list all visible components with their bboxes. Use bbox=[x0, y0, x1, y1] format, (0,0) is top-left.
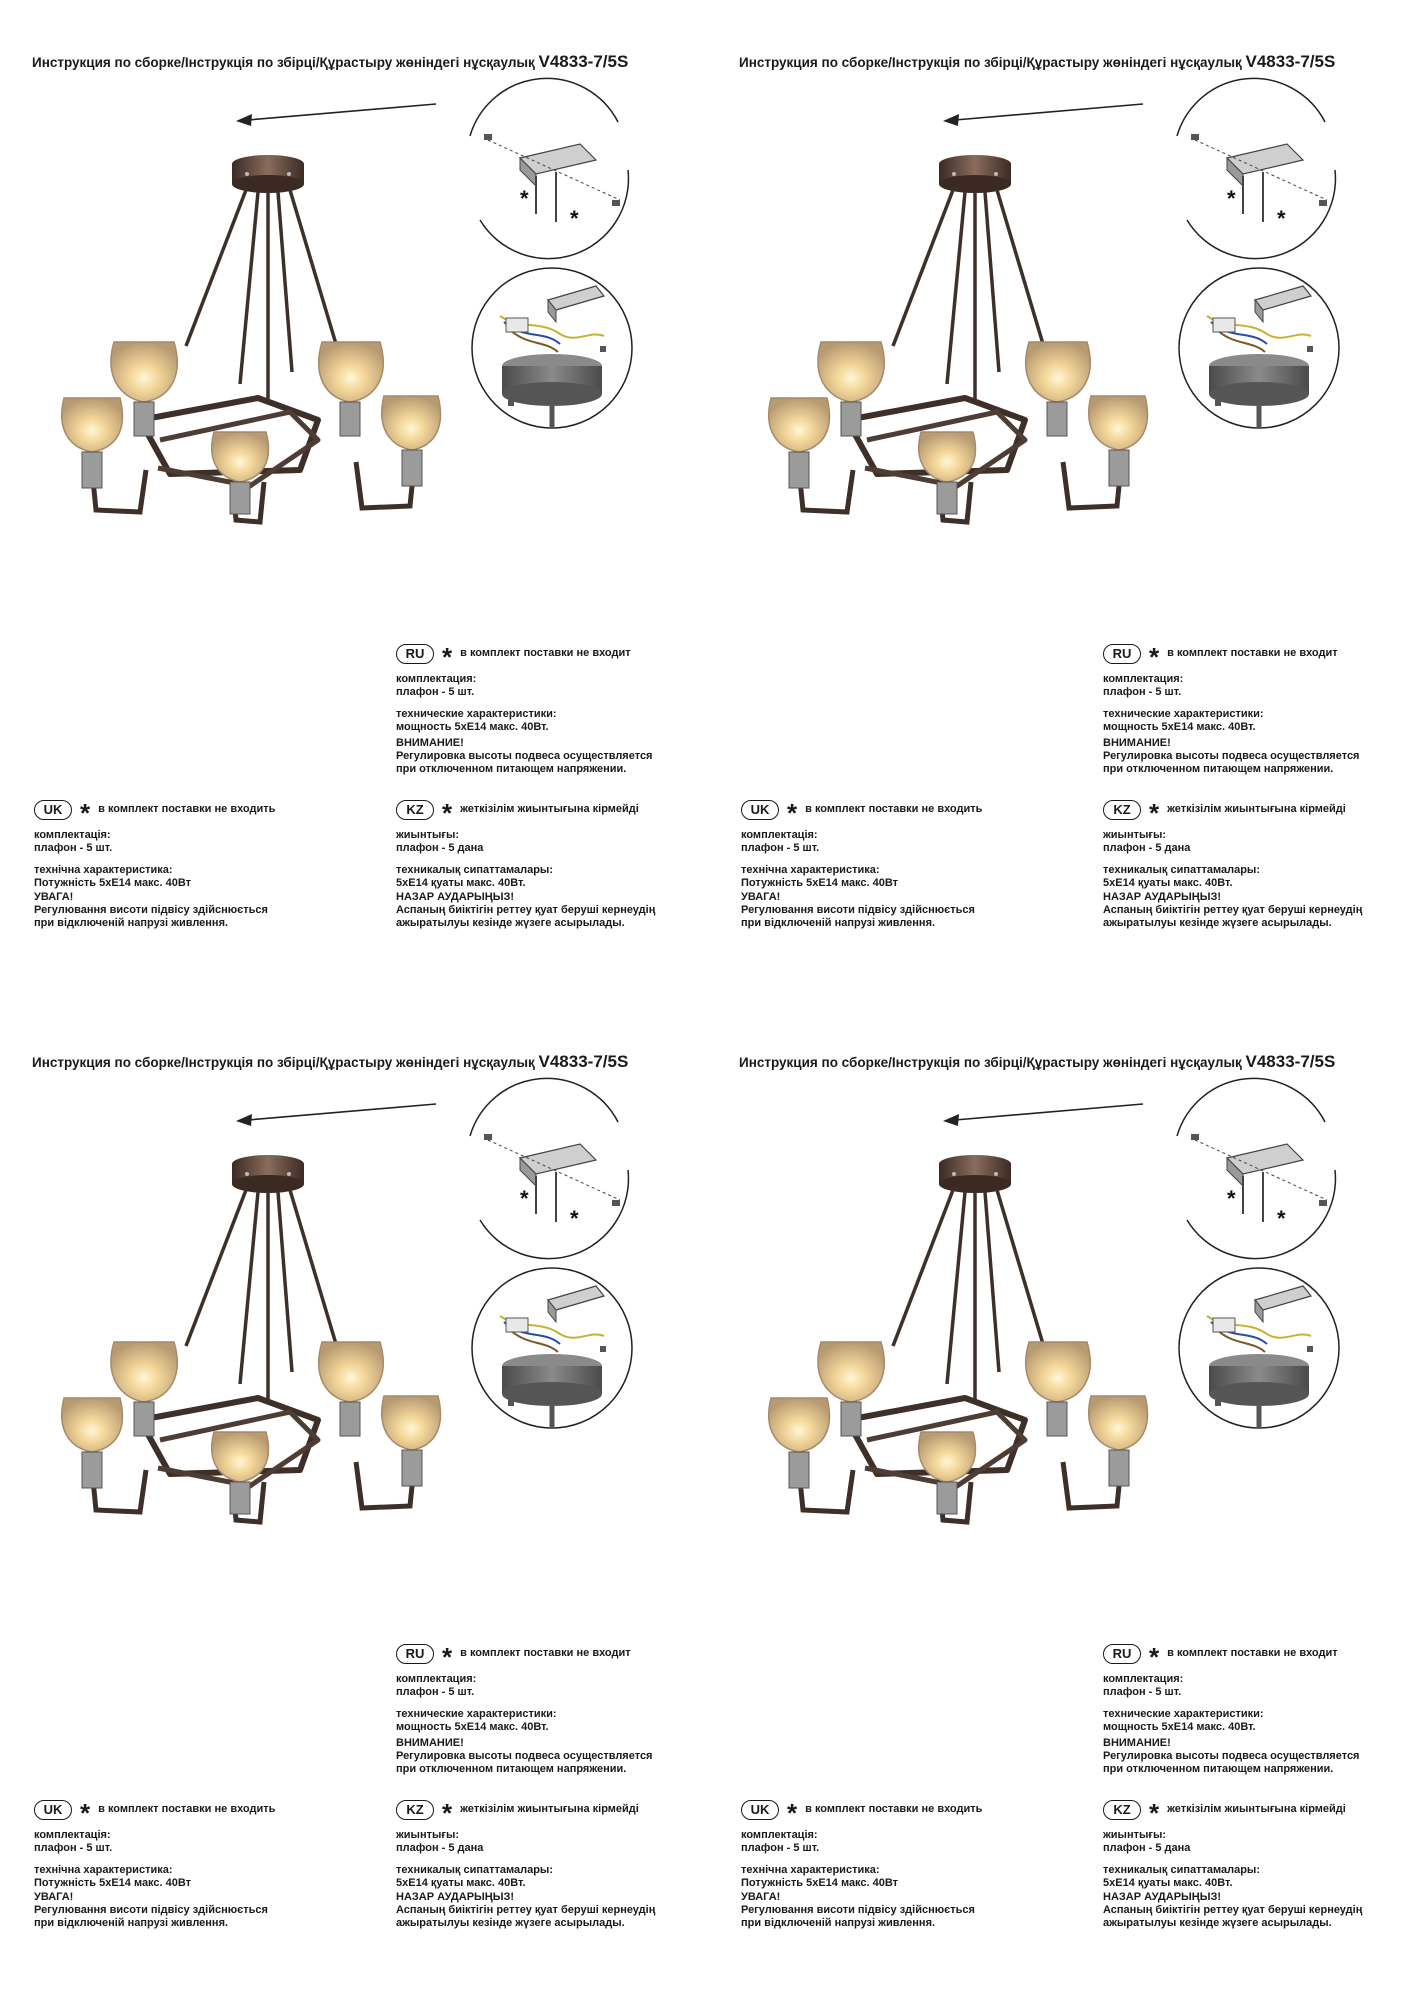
uk-warning-line: при відключеній напрузі живлення. bbox=[741, 917, 936, 930]
ru-warning-line: при отключенном питающем напряжении. bbox=[1103, 1763, 1334, 1776]
ru-kit-value: плафон - 5 шт. bbox=[1103, 686, 1182, 699]
kz-warning-label: НАЗАР АУДАРЫҢЫЗ! bbox=[1103, 890, 1222, 903]
asterisk-mark: * bbox=[520, 1186, 529, 1211]
asterisk-mark: * bbox=[570, 1206, 579, 1231]
uk-note: в комплект поставки не входить bbox=[98, 1803, 276, 1816]
uk-specs-value: Потужність 5хЕ14 макс. 40Вт bbox=[741, 1877, 899, 1890]
assembly-diagram bbox=[0, 0, 707, 560]
ru-warning-line: при отключенном питающем напряжении. bbox=[396, 763, 627, 776]
uk-note: в комплект поставки не входить bbox=[805, 803, 983, 816]
ru-specs-value: мощность 5хЕ14 макс. 40Вт. bbox=[396, 1721, 549, 1734]
asterisk-icon: * bbox=[80, 1798, 91, 1828]
kz-warning-label: НАЗАР АУДАРЫҢЫЗ! bbox=[396, 890, 515, 903]
ru-kit-value: плафон - 5 шт. bbox=[1103, 1686, 1182, 1699]
uk-header bbox=[34, 798, 276, 828]
ru-kit-value: плафон - 5 шт. bbox=[396, 1686, 475, 1699]
chandelier-illustration bbox=[62, 155, 441, 522]
uk-warning-line: Регулювання висоти підвісу здійснюється bbox=[741, 904, 975, 917]
uk-specs-value: Потужність 5хЕ14 макс. 40Вт bbox=[34, 1877, 192, 1890]
kz-warning-line: Аспаның биіктігін реттеу қуат беруші кернеудің bbox=[396, 1904, 656, 1917]
kz-block bbox=[1103, 800, 1362, 931]
ru-specs-label: технические характеристики: bbox=[396, 707, 557, 720]
ru-warning-label: ВНИМАНИЕ! bbox=[1103, 1736, 1171, 1749]
bracket-detail-circle bbox=[1177, 78, 1335, 258]
title-text: Инструкция по сборке/Інструкція по збірці/Құрастыру жөніндегі нұсқаулық bbox=[32, 55, 535, 70]
assembly-diagram bbox=[707, 1000, 1414, 1560]
ru-header bbox=[396, 1642, 652, 1672]
ru-warning-label: ВНИМАНИЕ! bbox=[1103, 736, 1171, 749]
uk-warning-label: УВАГА! bbox=[741, 1890, 781, 1903]
uk-warning-line: при відключеній напрузі живлення. bbox=[741, 1917, 936, 1930]
kz-warning-line: ажыратылуы кезінде жүзеге асырылады. bbox=[396, 917, 625, 930]
kz-warning-line: ажыратылуы кезінде жүзеге асырылады. bbox=[1103, 1917, 1332, 1930]
ru-specs-value: мощность 5хЕ14 макс. 40Вт. bbox=[396, 721, 549, 734]
uk-warning-line: Регулювання висоти підвісу здійснюється bbox=[34, 1904, 268, 1917]
ru-specs-label: технические характеристики: bbox=[396, 1707, 557, 1720]
kz-kit-value: плафон - 5 дана bbox=[1103, 1842, 1191, 1855]
ru-header bbox=[1103, 642, 1359, 672]
asterisk-mark: * bbox=[1227, 186, 1236, 211]
title-text: Инструкция по сборке/Інструкція по збірці/Құрастыру жөніндегі нұсқаулық bbox=[739, 55, 1242, 70]
ru-language-badge: RU bbox=[1103, 1644, 1141, 1664]
ru-warning-label: ВНИМАНИЕ! bbox=[396, 1736, 464, 1749]
uk-kit-value: плафон - 5 шт. bbox=[34, 1842, 113, 1855]
uk-warning-label: УВАГА! bbox=[34, 890, 74, 903]
uk-specs-label: технічна характеристика: bbox=[34, 863, 173, 876]
ru-specs-value: мощность 5хЕ14 макс. 40Вт. bbox=[1103, 721, 1256, 734]
kz-kit-value: плафон - 5 дана bbox=[1103, 842, 1191, 855]
ru-specs-label: технические характеристики: bbox=[1103, 707, 1264, 720]
ru-warning-line: Регулировка высоты подвеса осуществляется bbox=[396, 750, 653, 763]
kz-kit-value: плафон - 5 дана bbox=[396, 842, 484, 855]
ru-note: в комплект поставки не входит bbox=[1167, 647, 1338, 660]
direction-arrow bbox=[236, 104, 436, 126]
title-text: Инструкция по сборке/Інструкція по збірці/Құрастыру жөніндегі нұсқаулық bbox=[32, 1055, 535, 1070]
kz-block bbox=[1103, 1800, 1362, 1931]
uk-language-badge: UK bbox=[34, 800, 72, 820]
kz-block bbox=[396, 1800, 655, 1931]
uk-warning-line: при відключеній напрузі живлення. bbox=[34, 917, 229, 930]
kz-specs-value: 5хЕ14 қуаты макс. 40Вт. bbox=[1103, 1877, 1233, 1890]
kz-specs-label: техникалық сипаттамалары: bbox=[396, 863, 553, 876]
kz-specs-value: 5хЕ14 қуаты макс. 40Вт. bbox=[396, 877, 526, 890]
kz-specs-value: 5хЕ14 қуаты макс. 40Вт. bbox=[396, 1877, 526, 1890]
asterisk-icon: * bbox=[787, 1798, 798, 1828]
kz-header bbox=[396, 798, 655, 828]
uk-kit-label: комплектація: bbox=[741, 1829, 818, 1841]
kz-warning-label: НАЗАР АУДАРЫҢЫЗ! bbox=[1103, 1890, 1222, 1903]
ru-language-badge: RU bbox=[396, 644, 434, 664]
ru-note: в комплект поставки не входит bbox=[1167, 1647, 1338, 1660]
kz-header bbox=[396, 1798, 655, 1828]
kz-language-badge: KZ bbox=[1103, 1800, 1141, 1820]
chandelier-illustration bbox=[62, 1155, 441, 1522]
asterisk-icon: * bbox=[442, 1798, 453, 1828]
direction-arrow bbox=[236, 1104, 436, 1126]
kz-note: жеткізілім жиынтығына кірмейді bbox=[460, 1803, 639, 1816]
kz-warning-line: ажыратылуы кезінде жүзеге асырылады. bbox=[1103, 917, 1332, 930]
uk-specs-value: Потужність 5хЕ14 макс. 40Вт bbox=[741, 877, 899, 890]
kz-language-badge: KZ bbox=[396, 800, 434, 820]
uk-language-badge: UK bbox=[741, 1800, 779, 1820]
uk-specs-label: технічна характеристика: bbox=[741, 1863, 880, 1876]
chandelier-illustration bbox=[769, 155, 1148, 522]
kz-note: жеткізілім жиынтығына кірмейді bbox=[1167, 803, 1346, 816]
kz-header bbox=[1103, 1798, 1362, 1828]
uk-block bbox=[741, 800, 982, 931]
kz-kit-label: жиынтығы: bbox=[1103, 829, 1167, 841]
ru-language-badge: RU bbox=[1103, 644, 1141, 664]
instruction-sheet-bottom-left bbox=[0, 1000, 707, 2000]
uk-kit-value: плафон - 5 шт. bbox=[741, 1842, 820, 1855]
kz-warning-line: Аспаның биіктігін реттеу қуат беруші кернеудің bbox=[1103, 904, 1363, 917]
kz-kit-value: плафон - 5 дана bbox=[396, 1842, 484, 1855]
uk-specs-value: Потужність 5хЕ14 макс. 40Вт bbox=[34, 877, 192, 890]
instruction-sheet-top-right bbox=[707, 0, 1414, 1000]
chandelier-illustration bbox=[769, 1155, 1148, 1522]
uk-warning-line: Регулювання висоти підвісу здійснюється bbox=[741, 1904, 975, 1917]
wiring-detail-circle bbox=[472, 268, 632, 428]
uk-block bbox=[34, 1800, 275, 1931]
kz-specs-label: техникалық сипаттамалары: bbox=[1103, 1863, 1260, 1876]
instruction-sheet-top-left bbox=[0, 0, 707, 1000]
ru-note: в комплект поставки не входит bbox=[460, 647, 631, 660]
ru-kit-value: плафон - 5 шт. bbox=[396, 686, 475, 699]
assembly-diagram bbox=[707, 0, 1414, 560]
uk-note: в комплект поставки не входить bbox=[98, 803, 276, 816]
ru-warning-line: Регулировка высоты подвеса осуществляется bbox=[1103, 1750, 1360, 1763]
uk-header bbox=[34, 1798, 276, 1828]
uk-language-badge: UK bbox=[741, 800, 779, 820]
kz-note: жеткізілім жиынтығына кірмейді bbox=[460, 803, 639, 816]
asterisk-icon: * bbox=[1149, 642, 1160, 672]
kz-specs-label: техникалық сипаттамалары: bbox=[1103, 863, 1260, 876]
asterisk-icon: * bbox=[80, 798, 91, 828]
uk-warning-label: УВАГА! bbox=[741, 890, 781, 903]
model-number: V4833-7/5S bbox=[1245, 1052, 1336, 1071]
kz-language-badge: KZ bbox=[1103, 800, 1141, 820]
direction-arrow bbox=[943, 1104, 1143, 1126]
bracket-detail-circle bbox=[470, 1078, 628, 1258]
uk-warning-line: Регулювання висоти підвісу здійснюється bbox=[34, 904, 268, 917]
ru-note: в комплект поставки не входит bbox=[460, 1647, 631, 1660]
kz-note: жеткізілім жиынтығына кірмейді bbox=[1167, 1803, 1346, 1816]
assembly-diagram bbox=[0, 1000, 707, 1560]
wiring-detail-circle bbox=[1179, 1268, 1339, 1428]
model-number: V4833-7/5S bbox=[538, 1052, 629, 1071]
wiring-detail-circle bbox=[472, 1268, 632, 1428]
uk-specs-label: технічна характеристика: bbox=[741, 863, 880, 876]
ru-warning-line: при отключенном питающем напряжении. bbox=[396, 1763, 627, 1776]
asterisk-icon: * bbox=[442, 1642, 453, 1672]
kz-kit-label: жиынтығы: bbox=[396, 829, 460, 841]
kz-warning-line: ажыратылуы кезінде жүзеге асырылады. bbox=[396, 1917, 625, 1930]
asterisk-icon: * bbox=[1149, 1798, 1160, 1828]
ru-specs-label: технические характеристики: bbox=[1103, 1707, 1264, 1720]
kz-header bbox=[1103, 798, 1362, 828]
uk-kit-value: плафон - 5 шт. bbox=[741, 842, 820, 855]
kz-language-badge: KZ bbox=[396, 1800, 434, 1820]
asterisk-icon: * bbox=[1149, 798, 1160, 828]
wiring-detail-circle bbox=[1179, 268, 1339, 428]
uk-kit-value: плафон - 5 шт. bbox=[34, 842, 113, 855]
ru-kit-label: комплектация: bbox=[1103, 673, 1184, 685]
kz-specs-label: техникалық сипаттамалары: bbox=[396, 1863, 553, 1876]
ru-block bbox=[396, 1644, 652, 1777]
ru-block bbox=[1103, 1644, 1359, 1777]
uk-header bbox=[741, 798, 983, 828]
ru-header bbox=[1103, 1642, 1359, 1672]
asterisk-mark: * bbox=[1277, 206, 1286, 231]
ru-warning-line: при отключенном питающем напряжении. bbox=[1103, 763, 1334, 776]
uk-kit-label: комплектація: bbox=[34, 829, 111, 841]
uk-warning-line: при відключеній напрузі живлення. bbox=[34, 1917, 229, 1930]
bracket-detail-circle bbox=[470, 78, 628, 258]
title-text: Инструкция по сборке/Інструкція по збірці/Құрастыру жөніндегі нұсқаулық bbox=[739, 1055, 1242, 1070]
kz-kit-label: жиынтығы: bbox=[1103, 1829, 1167, 1841]
uk-block bbox=[741, 1800, 982, 1931]
ru-warning-line: Регулировка высоты подвеса осуществляется bbox=[1103, 750, 1360, 763]
kz-warning-label: НАЗАР АУДАРЫҢЫЗ! bbox=[396, 1890, 515, 1903]
ru-header bbox=[396, 642, 652, 672]
uk-header bbox=[741, 1798, 983, 1828]
ru-warning-line: Регулировка высоты подвеса осуществляется bbox=[396, 1750, 653, 1763]
asterisk-icon: * bbox=[442, 642, 453, 672]
ru-specs-value: мощность 5хЕ14 макс. 40Вт. bbox=[1103, 1721, 1256, 1734]
kz-block bbox=[396, 800, 655, 931]
asterisk-mark: * bbox=[1227, 1186, 1236, 1211]
asterisk-mark: * bbox=[1277, 1206, 1286, 1231]
asterisk-mark: * bbox=[520, 186, 529, 211]
bracket-detail-circle bbox=[1177, 1078, 1335, 1258]
uk-language-badge: UK bbox=[34, 1800, 72, 1820]
direction-arrow bbox=[943, 104, 1143, 126]
uk-warning-label: УВАГА! bbox=[34, 1890, 74, 1903]
kz-warning-line: Аспаның биіктігін реттеу қуат беруші кернеудің bbox=[1103, 1904, 1363, 1917]
ru-kit-label: комплектация: bbox=[396, 1673, 477, 1685]
model-number: V4833-7/5S bbox=[1245, 52, 1336, 71]
uk-block bbox=[34, 800, 275, 931]
ru-warning-label: ВНИМАНИЕ! bbox=[396, 736, 464, 749]
asterisk-mark: * bbox=[570, 206, 579, 231]
asterisk-icon: * bbox=[1149, 1642, 1160, 1672]
uk-kit-label: комплектація: bbox=[34, 1829, 111, 1841]
ru-language-badge: RU bbox=[396, 1644, 434, 1664]
kz-kit-label: жиынтығы: bbox=[396, 1829, 460, 1841]
model-number: V4833-7/5S bbox=[538, 52, 629, 71]
kz-warning-line: Аспаның биіктігін реттеу қуат беруші кернеудің bbox=[396, 904, 656, 917]
uk-specs-label: технічна характеристика: bbox=[34, 1863, 173, 1876]
ru-block bbox=[396, 644, 652, 777]
asterisk-icon: * bbox=[442, 798, 453, 828]
ru-kit-label: комплектация: bbox=[1103, 1673, 1184, 1685]
uk-note: в комплект поставки не входить bbox=[805, 1803, 983, 1816]
kz-specs-value: 5хЕ14 қуаты макс. 40Вт. bbox=[1103, 877, 1233, 890]
instruction-sheet-bottom-right bbox=[707, 1000, 1414, 2000]
ru-block bbox=[1103, 644, 1359, 777]
asterisk-icon: * bbox=[787, 798, 798, 828]
ru-kit-label: комплектация: bbox=[396, 673, 477, 685]
uk-kit-label: комплектація: bbox=[741, 829, 818, 841]
